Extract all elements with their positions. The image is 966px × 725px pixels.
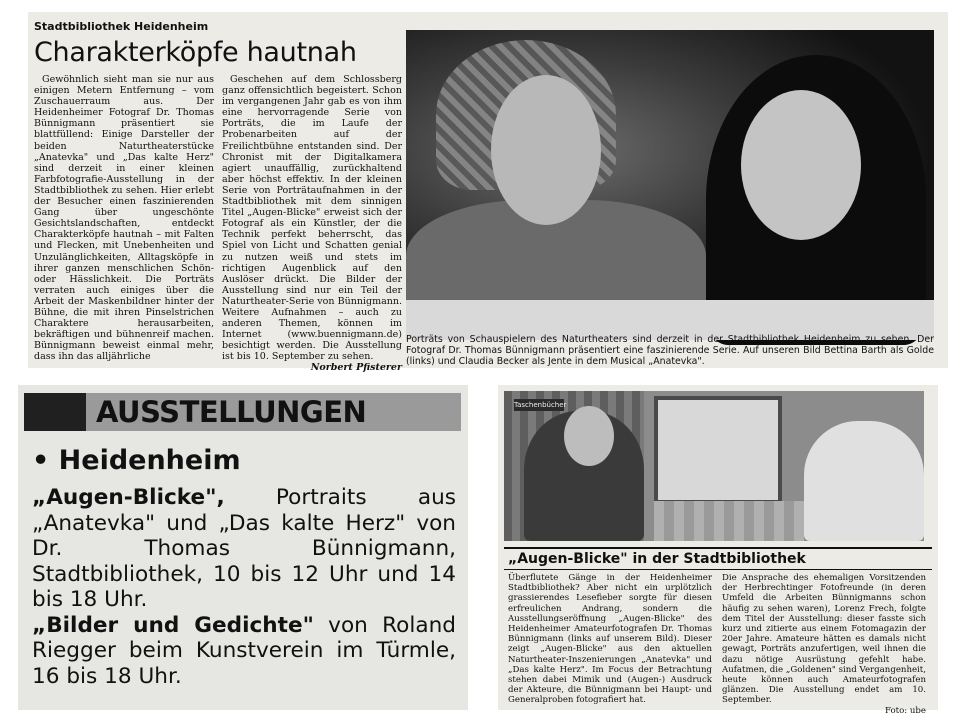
photo-face <box>741 90 861 240</box>
article-column-1 <box>34 74 214 374</box>
section-header-bar <box>24 393 461 431</box>
article-paragraph: Geschehen auf dem Schlossberg ganz offensichtlich begeistert. Schon im vergangenen Jahr gab es von ihm eine hervorragende Serie von Porträts, die im Laufe der Probenarbeiten auf der Freilichtbühne entstanden sind. Der Chronist mit der Digitalkamera agiert unauffällig, zurückhaltend aber höchst effektiv. In der kleinen Serie von Porträtaufnahmen in der Stadtbibliothek mit dem sinnigen Titel „Augen-Blicke" erweist sich der Fotograf als ein Künstler, der die Technik perfekt beherrscht, das Spiel von Licht und Schatten genial zu nutzen weiß und stets im richtigen Augenblick auf den Auslöser drückt. Die Bilder der Ausstellung sind nur ein Teil der Naturtheater-Serie von Bünnigmann. Weitere Aufnahmen – auch zu anderen Themen, können im Internet (www.buennigmann.de) besichtigt werden. Die Ausstellung ist bis 10. September zu sehen. <box>222 74 402 363</box>
header-accent-block <box>24 393 86 431</box>
article-column-2 <box>722 573 926 716</box>
article-source: Stadtbibliothek Heidenheim <box>34 20 209 33</box>
article-column-1: Überflutete Gänge in der Heidenheimer Stadtbibliothek? Aber nicht ein urplötzlich grassierendes Lesefieber sorgte für diesen erfreulichen Andrang, sondern die Ausstellungseröffnung „Augen-Blicke" des Heidenheimer Amateurfotografen Dr. Thomas Bünnigmann (links auf unserem Bild). Dieser zeigt „Augen-Blicke" aus den aktuellen Naturtheater-Inszenierungen „Anatevka" und „Das kalte Herz". Im Focus der Betrachtung stehen dabei Mimik und (Augen-) Ausdruck der Akteure, die Bünnigmann bei Haupt- und Generalproben fotografiert hat. <box>508 573 712 706</box>
photo-face <box>491 75 601 225</box>
article-text-block <box>34 20 402 374</box>
exhibitions-list <box>32 485 456 689</box>
article-columns <box>34 74 402 374</box>
photo-glasses-table <box>654 501 804 541</box>
exhibition-title: „Bilder und Gedichte" <box>32 612 314 638</box>
article-paragraph: Die Ansprache des ehemaligen Vorsitzenden der Herbrechtinger Fotofreunde (in deren Umfeld die Arbeiten Bünnigmanns schon häufig zu sehen waren), Lorenz Frech, folgte dem Titel der Ausstellung: dieser fasste sich kurz und zitierte aus einem Fotomagazin der 20er Jahre. Amateure hätten es damals nicht gewagt, Porträts anzufertigen, weil ihnen die dazu nötige Ausrüstung gefehlt habe. Aufatmen, die „Goldenen" sind Vergangenheit, heute können auch Amateurfotografen glänzen. Die Ausstellung endet am 10. September. <box>722 573 926 706</box>
photo-window <box>654 396 782 504</box>
exhibition-details: von Roland Riegger beim Kunstverein im Türmle, 16 bis 18 Uhr. <box>32 612 456 689</box>
exhibition-details: Portraits aus „Anatevka" und „Das kalte Herz" von Dr. Thomas Bünnigmann, Stadtbibliothek, 10 bis 12 Uhr und 14 bis 18 Uhr. <box>32 485 456 612</box>
opening-photo <box>504 391 924 541</box>
article-headline: Charakterköpfe hautnah <box>34 37 357 68</box>
shelf-sign: Taschenbücher <box>514 401 567 409</box>
article-author: Norbert Pfisterer <box>310 362 402 374</box>
place-heading: • Heidenheim <box>32 445 241 476</box>
article-paragraph: Gewöhnlich sieht man sie nur aus einigen Metern Entfernung – vom Zuschauerraum aus. Der Heidenheimer Fotograf Dr. Thomas Bünnigmann präsentiert sie blattfüllend: Einige Darsteller der beiden Naturtheaterstücke „Anatevka" und „Das kalte Herz" sind derzeit in einer kleinen Farbfotografie-Ausstellung in der Stadtbibliothek zu sehen. Hier erlebt der Besucher einen faszinierenden Gang über ungeschönte Gesichtslandschaften, entdeckt Charakterköpfe hautnah – mit Falten und Flecken, mit Unebenheiten und Unzulänglichkeiten, Alltagsköpfe in ihrer ganzen menschlichen Schön- oder Hässlichkeit. Die Porträts verraten auch einiges über die Arbeit der Maskenbildner hinter der Bühne, die mit ihren Pinselstrichen Charaktere herausarbeiten, bekräftigen und bühnenreif machen. Bünnigmann beweist einmal mehr, dass ihn das alljährliche <box>34 74 214 363</box>
article-columns <box>508 573 926 716</box>
newspaper-clipping-top <box>28 12 948 374</box>
section-title: AUSSTELLUNGEN <box>96 395 367 429</box>
exhibitions-clipping <box>18 385 468 710</box>
actresses-photo <box>406 30 934 332</box>
article-headline: „Augen-Blicke" in der Stadtbibliothek <box>504 547 932 570</box>
photo-credit: Foto: ube <box>884 705 926 716</box>
photo-face <box>564 406 614 466</box>
photo-caption: Porträts von Schauspielern des Naturtheaters sind derzeit in der Stadtbibliothek Heidenheim zu sehen. Der Fotograf Dr. Thomas Bünnigmann präsentiert eine faszinierende Serie. Auf unseren Bild Bettina Barth als Golde (links) und Claudia Becker als Jente in dem Musical „Anatevka". <box>406 334 934 367</box>
exhibition-title: „Augen-Blicke", <box>32 485 225 510</box>
newspaper-clipping-bottom <box>498 385 938 716</box>
photo-figure <box>804 421 924 541</box>
article-column-2 <box>222 74 402 374</box>
